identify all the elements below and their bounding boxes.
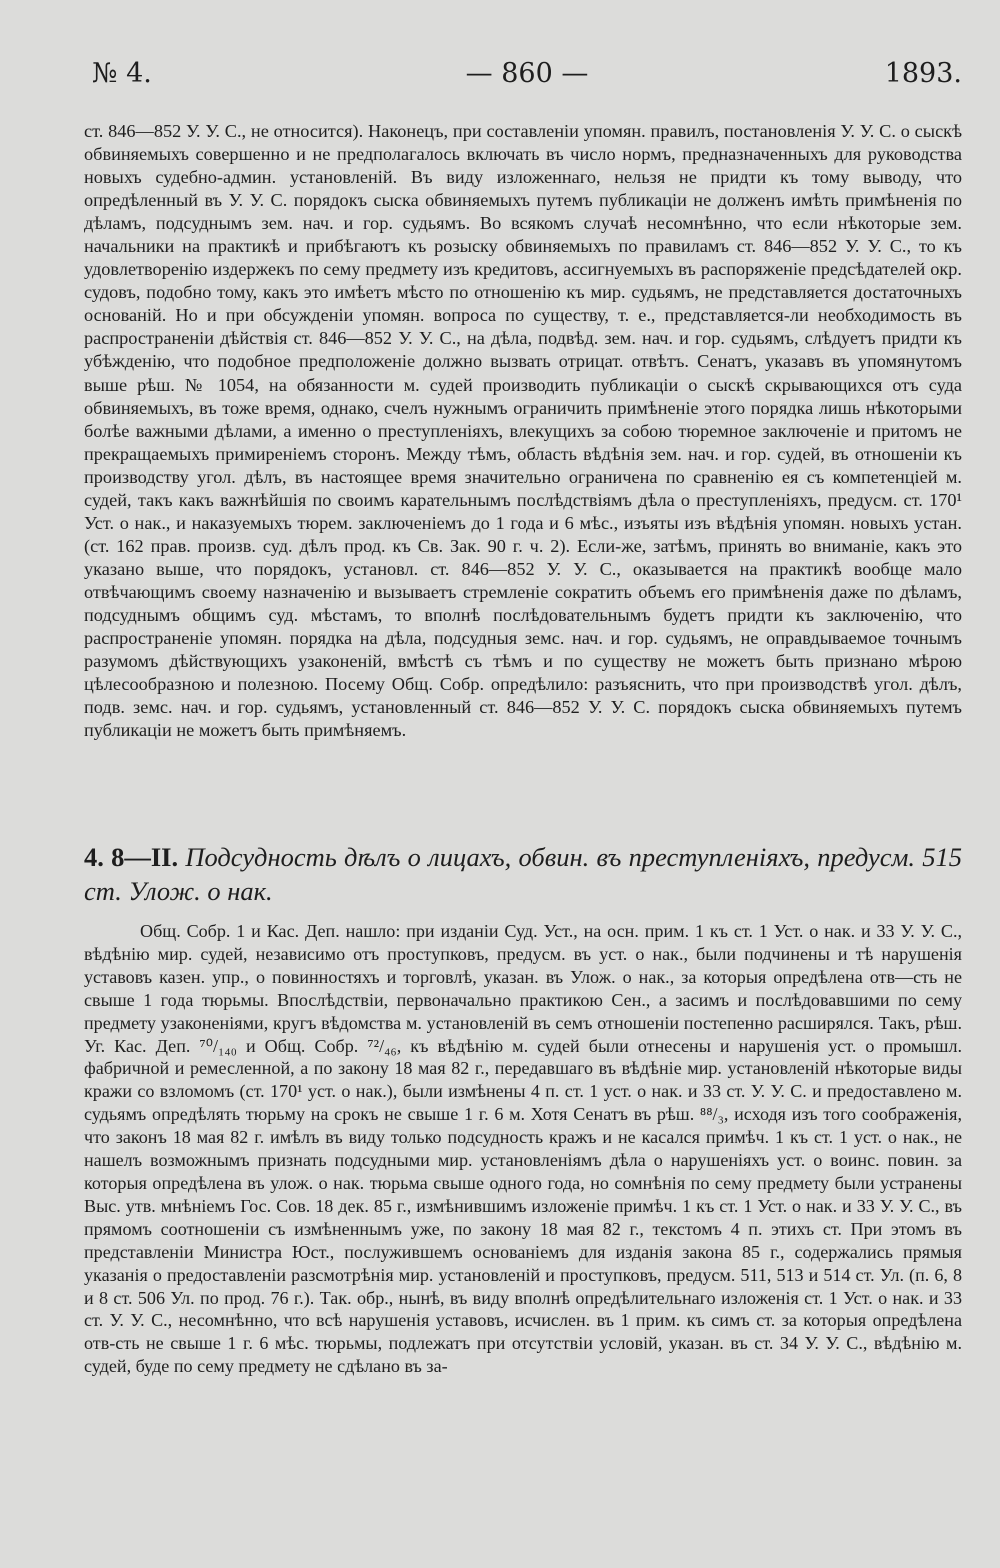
section-number: 4. 8—II. [84,842,179,872]
paragraph-1: ст. 846—852 У. У. С., не относится). Наконецъ, при составленіи упомян. правилъ, постановленія У. У. С. о сыскѣ обвиняемыхъ совершенно и не предполагалось включать въ число нормъ, предназначенныхъ для руководства новыхъ судебно-админ. установленій. Въ виду изложеннаго, нельзя не придти къ тому выводу, что опредѣленный въ У. У. С. порядокъ сыска обвиняемыхъ путемъ публикаціи не долженъ имѣть примѣненія по дѣламъ, подсуднымъ зем. нач. и гор. судьямъ. Во всякомъ случаѣ несомнѣнно, что если нѣкоторые зем. начальники на практикѣ и прибѣгаютъ къ розыску обвиняемыхъ по правиламъ ст. 846—852 У. У. С., то къ удовлетворенію издержекъ по сему предмету изъ кредитовъ, ассигнуемыхъ въ распоряженіе предсѣдателей окр. судовъ, подобно тому, какъ это имѣетъ мѣсто по отношенію къ мир. судьямъ, не представляется достаточныхъ основаній. Но и при обсужденіи упомян. вопроса по существу, т. е., представляется-ли необходимость въ распространеніи дѣйствія ст. 846—852 У. У. С., на дѣла, подвѣд. зем. нач. и гор. судьямъ, слѣдуетъ придти къ убѣжденію, что подобное предположеніе должно вызвать отрицат. отвѣтъ. Сенатъ, указавъ въ упомянутомъ выше рѣш. № 1054, на обязанности м. судей производить публикаціи о сыскѣ скрывающихся отъ суда обвиняемыхъ, въ тоже время, однако, счелъ нужнымъ ограничить примѣненіе этого порядка лишь нѣкоторыми болѣе важными дѣлами, а именно о преступленіяхъ, влекущихъ за собою тюремное заключеніе и притомъ не прекращаемыхъ примиреніемъ сторонъ. Между тѣмъ, область вѣдѣнія зем. нач. и гор. судей, въ отношеніи къ производству угол. дѣлъ, въ настоящее время значительно ограничена по сравненію ея съ компетенціей м. судей, такъ какъ важнѣйшія по своимъ карательнымъ послѣдствіямъ дѣла о преступленіяхъ, предусм. ст. 170¹ Уст. о нак., и наказуемыхъ тюрем. заключеніемъ до 1 года и 6 мѣс., изъяты изъ вѣдѣнія упомян. новыхъ устан. (ст. 162 прав. произв. суд. дѣлъ прод. къ Св. Зак. 90 г. ч. 2). Если-же, затѣмъ, принять во вниманіе, какъ это указано выше, что порядокъ, установл. ст. 846—852 У. У. С., оказывается на практикѣ вообще мало отвѣчающимъ своему назначенію и вызываетъ стремленіе сократить объемъ его примѣненія даже по дѣламъ, подсуднымъ общимъ суд. мѣстамъ, то вполнѣ послѣдовательнымъ будетъ придти къ заключенію, что распространеніе упомян. порядка на дѣла, подсудныя земс. нач. и гор. судьямъ, не оправдываемое точнымъ разумомъ дѣйствующихъ узаконеній, вмѣстѣ съ тѣмъ и по существу не можетъ быть признано мѣрою цѣлесообразною и полезною. Посему Общ. Собр. опредѣлило: разъяснить, что при производствѣ угол. дѣлъ, подв. земс. нач. и гор. судьямъ, установленный ст. 846—852 У. У. С. порядокъ сыска обвиняемыхъ путемъ публикаціи не можетъ быть примѣняемъ. [84,121,962,741]
issue-number: № 4. [92,58,152,89]
section-heading [84,840,962,908]
page-header [92,58,962,98]
page-number: — 860 — [465,58,589,89]
paragraph-2: Общ. Собр. 1 и Кас. Деп. нашло: при изданіи Суд. Уст., на осн. прим. 1 къ ст. 1 Уст. о нак. и 33 У. У. С., вѣдѣнію мир. судей, независимо отъ проступковъ, предусм. въ уст. о нак., были подчинены и тѣ нарушенія уставовъ казен. упр., о повинностяхъ и торговлѣ, указан. въ Улож. о нак., за которыя опредѣлена отв—сть не свыше 1 года тюрьмы. Впослѣдствіи, первоначально практикою Сен., а засимъ и послѣдовавшими по сему предмету узаконеніями, кругъ вѣдомства м. установленій въ семъ отношеніи постепенно расширялся. Такъ, рѣш. Уг. Кас. Деп. ⁷⁰/₁₄₀ и Общ. Собр. ⁷²/₄₆, къ вѣдѣнію м. судей были отнесены и нарушенія уст. о промышл. фабричной и ремесленной, а по закону 18 мая 82 г., передавшаго въ вѣдѣніе мир. установленій нѣкоторые виды кражи со взломомъ (ст. 170¹ уст. о нак.), были измѣнены 4 п. ст. 1 уст. о нак. и 33 ст. У. У. С. и предоставлено м. судьямъ опредѣлять тюрьму на срокъ не свыше 1 г. 6 м. Хотя Сенатъ въ рѣш. ⁸⁸/₃, исходя изъ того соображенія, что законъ 18 мая 82 г. имѣлъ въ виду только подсудность кражъ и не касался примѣч. 1 къ ст. 1 уст. о нак., не нашелъ возможнымъ признать подсудными мир. установленіямъ дѣла о нарушеніяхъ уст. о воинс. повин. за которыя опредѣлена въ улож. о нак. тюрьма свыше одного года, но сомнѣнія по сему предмету были устранены Выс. утв. мнѣніемъ Гос. Сов. 18 дек. 85 г., измѣнившимъ изложеніе примѣч. 1 къ ст. 1 Уст. о нак. и 33 У. У. С., въ прямомъ соотношеніи съ измѣненнымъ уже, по закону 18 мая 82 г., текстомъ 4 п. этихъ ст. При этомъ въ представленіи Министра Юст., послужившемъ основаніемъ для изданія закона 85 г., содержались прямыя указанія о предоставленіи разсмотрѣнія мир. установленій и проступковъ, предусм. 511, 513 и 514 ст. Ул. (п. 6, 8 и 8 ст. 506 Ул. по прод. 76 г.). Так. обр., нынѣ, въ виду вполнѣ опредѣлительнаго изложенія ст. 1 Уст. о нак. и 33 ст. У. У. С., несомнѣнно, что всѣ нарушенія уставовъ, исчислен. въ 1 прим. къ симъ ст. за которыя опредѣлена отв-сть не свыше 1 г. 6 мѣс. тюрьмы, подлежатъ при отсутствіи условій, указан. въ ст. 34 У. У. С., вѣдѣнію м. судей, буде по сему предмету не сдѣлано въ за- [84,921,962,1377]
year: 1893. [884,58,962,89]
text-block-2 [84,920,962,1378]
section-title: Подсудность дѣлъ о лицахъ, обвин. въ преступленіяхъ, предусм. 515 ст. Улож. о нак. [84,842,962,906]
text-block-1 [84,120,962,742]
